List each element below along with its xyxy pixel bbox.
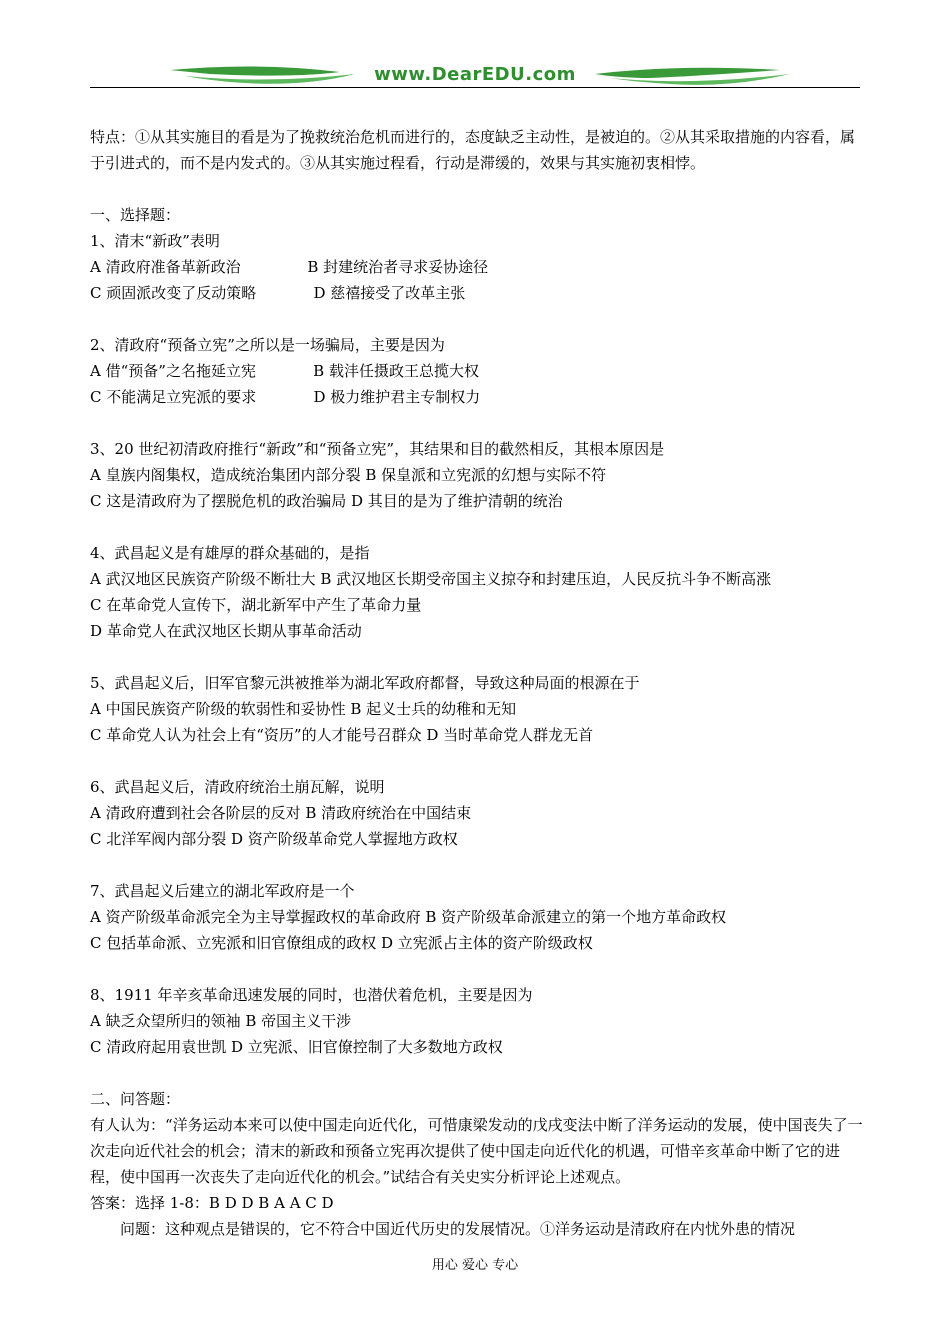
answer-options: A 缺乏众望所归的领袖 B 帝国主义干涉	[90, 1012, 352, 1030]
answer-key: 答案：选择 1-8：B D D B A A C D	[90, 1194, 334, 1212]
question-stem: 5、武昌起义后，旧军官黎元洪被推举为湖北军政府都督，导致这种局面的根源在于	[90, 674, 640, 692]
intro-paragraph: 特点：①从其实施目的看是为了挽救统治危机而进行的，态度缺乏主动性，是被迫的。②从其采取措施的内容看，属于引进式的，而不是内发式的。③从其实施过程看，行动是滞缓的，效果与其实施初衷相悖。	[90, 128, 856, 172]
answer-options: A 资产阶级革命派完全为主导掌握政权的革命政府 B 资产阶级革命派建立的第一个地方革命政权	[90, 908, 727, 926]
site-logo-text: www.DearEDU.com	[374, 64, 576, 85]
answer-options: A 清政府准备革新政治 B 封建统治者寻求妥协途径	[90, 258, 489, 276]
answer-options: C 革命党人认为社会上有“资历”的人才能号召群众 D 当时革命党人群龙无首	[90, 726, 594, 744]
answer-options: A 武汉地区民族资产阶级不断壮大 B 武汉地区长期受帝国主义掠夺和封建压迫，人民反抗斗争不断高涨	[90, 570, 772, 588]
section-heading-choice: 一、选择题：	[90, 206, 181, 224]
question-stem: 1、清末“新政”表明	[90, 232, 220, 250]
header-rule	[90, 87, 860, 88]
section-heading-essay: 二、问答题：	[90, 1090, 181, 1108]
question-stem: 8、1911 年辛亥革命迅速发展的同时，也潜伏着危机，主要是因为	[90, 986, 533, 1004]
question-stem: 4、武昌起义是有雄厚的群众基础的，是指	[90, 544, 370, 562]
answer-options: C 不能满足立宪派的要求 D 极力维护君主专制权力	[90, 388, 481, 406]
question-stem: 6、武昌起义后，清政府统治土崩瓦解，说明	[90, 778, 385, 796]
answer-options: A 借“预备”之名拖延立宪 B 载沣任摄政王总揽大权	[90, 362, 479, 380]
site-header	[90, 60, 860, 90]
answer-options: C 北洋军阀内部分裂 D 资产阶级革命党人掌握地方政权	[90, 830, 458, 848]
answer-options: A 皇族内阁集权，造成统治集团内部分裂 B 保皇派和立宪派的幻想与实际不符	[90, 466, 607, 484]
question-stem: 2、清政府“预备立宪”之所以是一场骗局，主要是因为	[90, 336, 445, 354]
answer-options: C 顽固派改变了反动策略 D 慈禧接受了改革主张	[90, 284, 466, 302]
essay-question: 有人认为：“洋务运动本来可以使中国走向近代化，可惜康梁发动的戊戌变法中断了洋务运动的发展，使中国丧失了一次走向近代社会的机会；清末的新政和预备立宪再次提供了使中国走向近代化的机遇，可惜辛亥革命中断了它的进程，使中国再一次丧失了走向近代化的机会。”试结合有关史实分析评论上述观点。	[90, 1116, 863, 1186]
answer-options: D 革命党人在武汉地区长期从事革命活动	[90, 622, 362, 640]
answer-options: C 清政府起用袁世凯 D 立宪派、旧官僚控制了大多数地方政权	[90, 1038, 503, 1056]
answer-options: A 清政府遭到社会各阶层的反对 B 清政府统治在中国结束	[90, 804, 472, 822]
answer-options: C 包括革命派、立宪派和旧官僚组成的政权 D 立宪派占主体的资产阶级政权	[90, 934, 593, 952]
question-stem: 7、武昌起义后建立的湖北军政府是一个	[90, 882, 355, 900]
answer-text: 问题：这种观点是错误的，它不符合中国近代历史的发展情况。①洋务运动是清政府在内忧外患的情况	[120, 1220, 796, 1238]
document-body	[90, 124, 865, 1242]
answer-options: C 在革命党人宣传下，湖北新军中产生了革命力量	[90, 596, 422, 614]
question-list	[90, 228, 865, 1086]
question-stem: 3、20 世纪初清政府推行“新政”和“预备立宪”，其结果和目的截然相反，其根本原因是	[90, 440, 665, 458]
page-footer: 用心 爱心 专心	[431, 1258, 519, 1273]
answer-options: C 这是清政府为了摆脱危机的政治骗局 D 其目的是为了维护清朝的统治	[90, 492, 563, 510]
answer-options: A 中国民族资产阶级的软弱性和妥协性 B 起义士兵的幼稚和无知	[90, 700, 517, 718]
